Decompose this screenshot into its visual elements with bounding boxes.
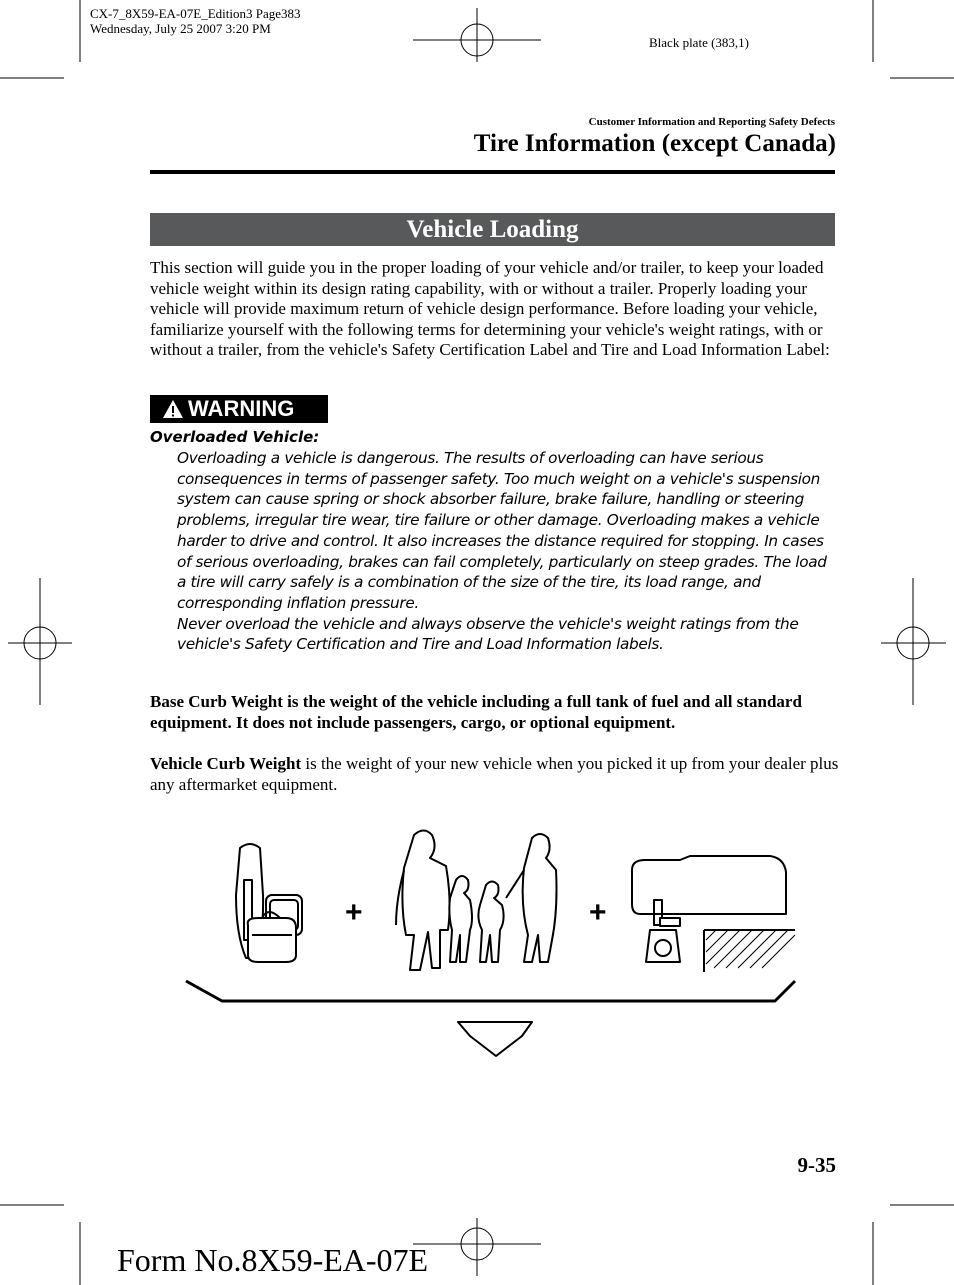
- section-title: Vehicle Loading: [150, 213, 835, 246]
- plus-sign-1: +: [345, 896, 363, 929]
- family-passengers-icon: [396, 831, 557, 971]
- intro-paragraph: This section will guide you in the proper loading of your vehicle and/or trailer, to keep your loaded vehicle weight within its design rating capability, with or without a trailer. Properly loading your vehicle will provide maximum return of vehicle design performance. Before loading your vehicle, familiarize yourself with the following terms for determining your vehicle's weight ratings, with or without a trailer, from the vehicle's Safety Certification Label and Tire and Load Information Label:: [150, 258, 830, 360]
- vehicle-curb-weight-text: is the weight of your new vehicle when you picked it up from your dealer plus any aftermarket equipment.: [150, 754, 839, 794]
- print-job-line-2: Wednesday, July 25 2007 3:20 PM: [90, 21, 271, 36]
- luggage-icon: [236, 844, 302, 962]
- form-number: Form No.8X59-EA-07E: [117, 1242, 429, 1278]
- plus-sign-2: +: [589, 896, 607, 929]
- warning-label: WARNING: [188, 396, 295, 421]
- down-arrow-icon: [458, 1022, 532, 1056]
- chapter-label: Customer Information and Reporting Safety Defects: [588, 116, 835, 128]
- plate-label: Black plate (383,1): [649, 35, 749, 50]
- ground-hatching: [706, 930, 795, 968]
- warning-paragraph-2: Never overload the vehicle and always observe the vehicle's weight ratings from the vehicle's Safety Certification and Tire and Load Information labels.: [177, 614, 799, 654]
- vehicle-on-scale-icon: [632, 856, 795, 972]
- base-curb-weight-paragraph: Base Curb Weight is the weight of the vehicle including a full tank of fuel and all standard equipment. It does not include passengers, cargo, or optional equipment.: [150, 692, 802, 732]
- page-number: 9-35: [797, 1153, 836, 1177]
- vehicle-curb-weight-term: Vehicle Curb Weight: [150, 754, 302, 773]
- warning-paragraph-1: Overloading a vehicle is dangerous. The results of overloading can have serious consequences in terms of passenger safety. Too much weight on a vehicle's suspension system can cause spring or shock absorber failure, brake failure, handling or steering problems, irregular tire wear, tire failure or other damage. Overloading makes a vehicle harder to drive and control. It also increases the distance required for stopping. In cases of serious overloading, brakes can fail completely, particularly on steep grades. The load a tire will carry safely is a combination of the size of the tire, its load range, and corresponding inflation pressure.: [177, 449, 827, 612]
- page-title: Tire Information (except Canada): [473, 130, 836, 157]
- warning-heading: Overloaded Vehicle:: [150, 428, 320, 446]
- print-job-line-1: CX-7_8X59-EA-07E_Edition3 Page383: [90, 6, 301, 21]
